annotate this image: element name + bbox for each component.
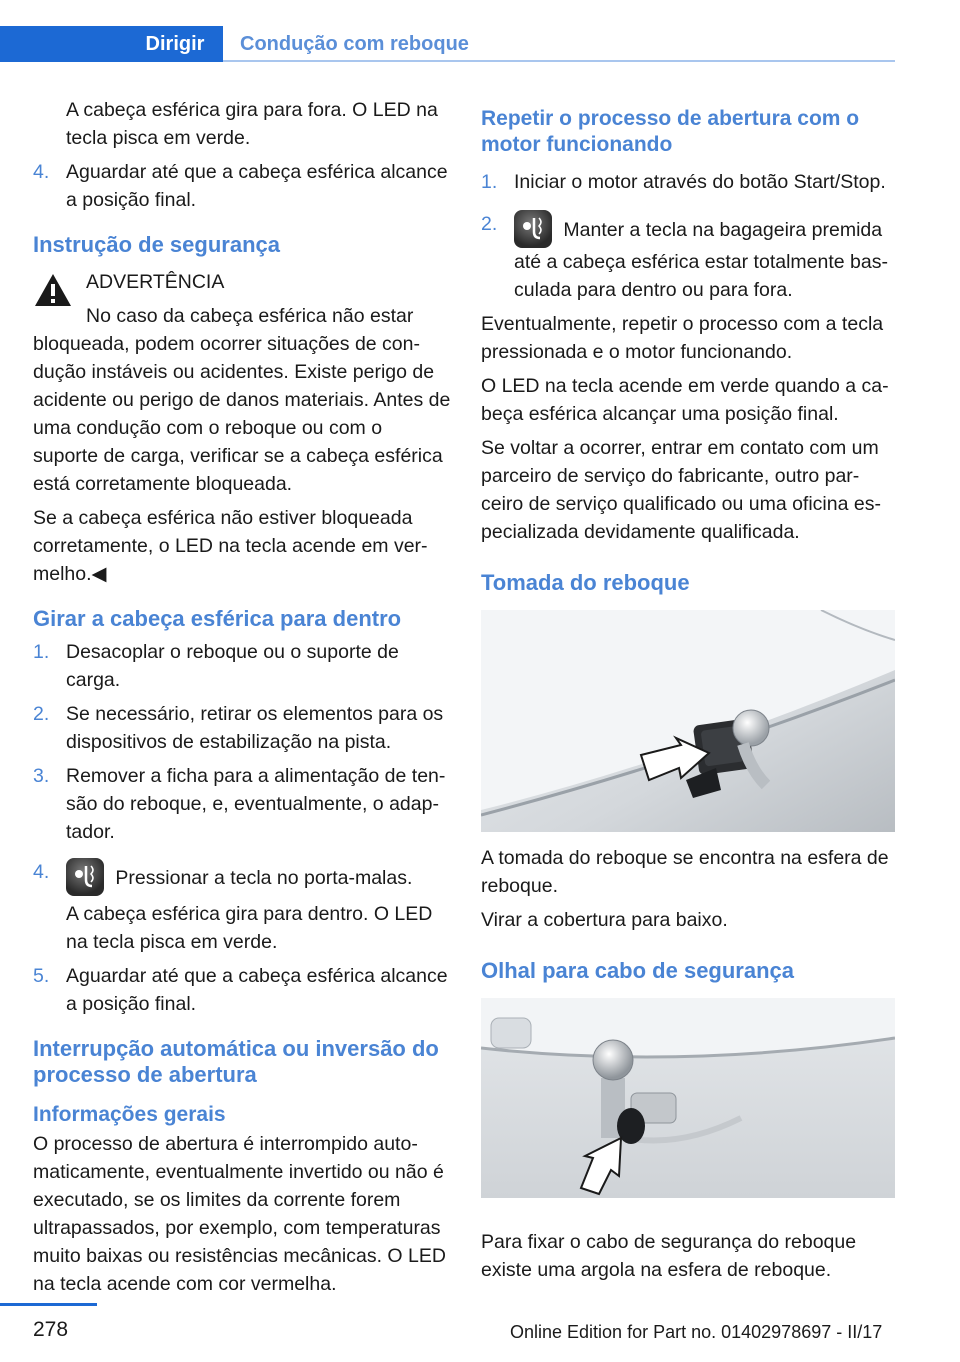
edition-text: Online Edition for Part no. 01402978697 - II/17 (510, 1322, 883, 1342)
list-item (481, 210, 895, 304)
tow-hitch-button-icon (514, 210, 552, 248)
safety-heading: Instrução de segurança (33, 232, 280, 257)
step-number: 2. (33, 703, 50, 725)
paragraph: O LED na tecla acende em verde quando a cabeça esférica alcançar uma posição final. (481, 375, 889, 425)
warning-title: ADVERTÊNCIA (86, 271, 225, 293)
step-number: 4. (33, 161, 50, 183)
list-item (33, 762, 451, 846)
repeat-heading: Repetir o processo de abertura com o motor funcionando (481, 107, 860, 156)
turn-in-heading: Girar a cabeça esférica para dentro (33, 606, 402, 631)
header-accent-bar (0, 26, 127, 62)
socket-text: A tomada do reboque se encontra na esfera de reboque. (481, 847, 889, 897)
intro-text: A cabeça esférica gira para fora. O LED na tecla pisca em verde. (66, 99, 438, 149)
step-text: Aguardar até que a cabeça esférica alcance a posição final. (66, 965, 448, 1015)
socket-text-2: Virar a cobertura para baixo. (481, 909, 728, 931)
page-number: 278 (33, 1318, 69, 1341)
tow-hitch-button-icon (66, 858, 104, 896)
right-column (481, 96, 895, 1290)
step-text: Remover a ficha para a alimentação de tensão do reboque, e, eventualmente, o adaptador. (66, 765, 446, 843)
page-header (0, 0, 960, 64)
step-number: 2. (481, 213, 498, 235)
step-text: Desacoplar o reboque ou o suporte de carga. (66, 641, 399, 691)
step-number: 3. (33, 765, 50, 787)
step-text: Se necessário, retirar os elementos para os dispositivos de estabilização na pista. (66, 703, 444, 753)
step-text: Aguardar até que a cabeça esférica alcance a posição final. (66, 161, 448, 211)
list-item (33, 158, 451, 214)
safety-cable-eye-image (481, 998, 895, 1198)
list-item (33, 700, 451, 756)
interrupt-heading: Interrupção automática ou inversão do processo de abertura (33, 1036, 439, 1087)
step-sub-text: A cabeça esférica gira para dentro. O LED na tecla pisca em verde. (66, 903, 433, 953)
list-item (481, 168, 895, 196)
eye-text: Para fixar o cabo de segurança do reboque existe uma argola na esfera de reboque. (481, 1231, 857, 1281)
step-text: Iniciar o motor através do botão Start/Stop. (514, 171, 886, 193)
list-item (33, 858, 451, 956)
step-number: 4. (33, 861, 50, 883)
tab-dirigir[interactable]: Dirigir (127, 26, 223, 62)
warning-text-2: Se a cabeça esférica não estiver bloqueada corretamente, o LED na tecla acende em vermelho.◀ (33, 507, 428, 585)
list-item (33, 638, 451, 694)
eye-heading: Olhal para cabo de segurança (481, 958, 795, 983)
left-column (33, 96, 451, 1304)
step-text: Pressionar a tecla no porta-malas. (115, 867, 413, 889)
paragraph: Se voltar a ocorrer, entrar em contato com um parceiro de serviço do fabricante, outro parceiro de serviço qualificado ou uma oficina especializada devidamente qualificada. (481, 437, 881, 543)
general-info-heading: Informações gerais (33, 1103, 226, 1126)
paragraph: Eventualmente, repetir o processo com a tecla pressionada e o motor funcionando. (481, 313, 884, 363)
step-text: Manter a tecla na bagageira premida até a cabeça esférica estar totalmente basculada para dentro ou para fora. (514, 219, 888, 301)
step-number: 1. (33, 641, 50, 663)
warning-block (33, 268, 451, 588)
warning-text: No caso da cabeça esférica não estar bloqueada, podem ocorrer situações de condução instáveis ou acidentes. Existe perigo de acidente ou perigo de danos materiais. Antes de uma condução com o reboque ou com o suporte de carga, verificar se a cabeça esférica está corretamente bloqueada. (33, 305, 451, 495)
socket-heading: Tomada do reboque (481, 570, 690, 595)
tow-socket-image (481, 610, 895, 832)
step-number: 5. (33, 965, 50, 987)
general-info-text: O processo de abertura é interrompido automaticamente, eventualmente invertido ou não é executado, se os limites da corrente forem ultrapassados, por exemplo, com temperaturas muito baixas ou resistências mecânicas. O LED na tecla acende com cor vermelha. (33, 1133, 446, 1295)
footer-rule (0, 1303, 97, 1306)
list-item (33, 962, 451, 1018)
header-rule (223, 60, 895, 62)
step-number: 1. (481, 171, 498, 193)
warning-triangle-icon (33, 272, 73, 308)
tab-section-title[interactable]: Condução com reboque (240, 33, 469, 55)
